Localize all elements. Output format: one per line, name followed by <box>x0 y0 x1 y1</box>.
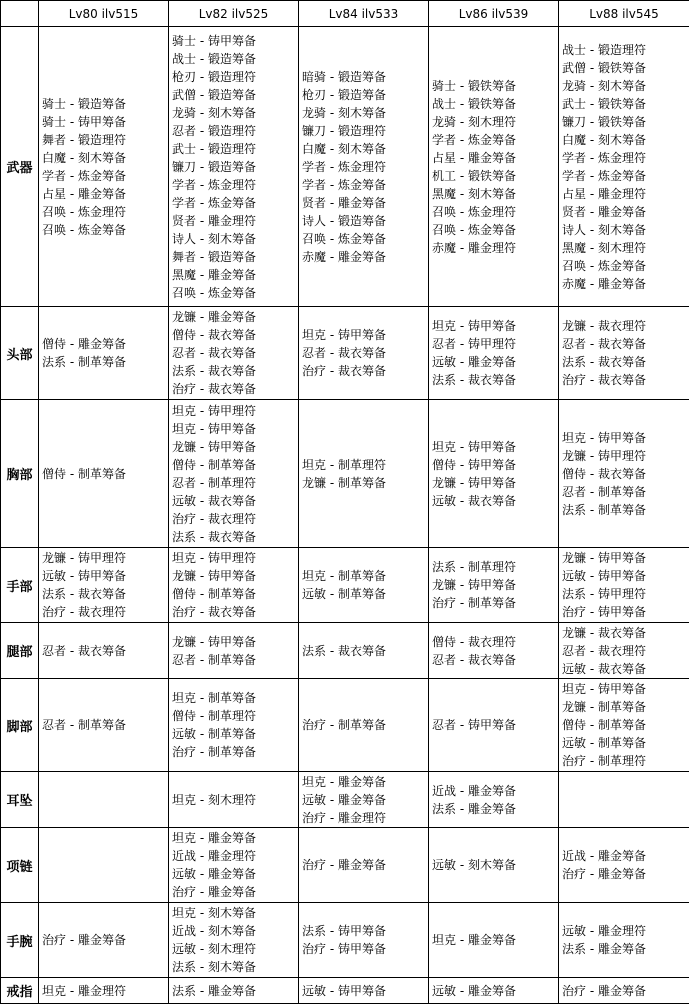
table-row <box>1 548 689 623</box>
table-row <box>1 772 689 828</box>
cell-entry: 占星 - 雕金筹备 <box>432 149 558 167</box>
cell-entry: 治疗 - 制革筹备 <box>432 594 558 612</box>
cell-entry: 召唤 - 炼金筹备 <box>172 284 298 302</box>
cell-entry: 忍者 - 锻造理符 <box>172 122 298 140</box>
cell-entry: 僧侍 - 裁衣理符 <box>432 633 558 651</box>
cell-entry: 治疗 - 雕金筹备 <box>302 856 428 874</box>
table-cell <box>169 772 299 828</box>
corner-header <box>1 1 39 27</box>
cell-entry: 龙镰 - 制革筹备 <box>562 698 689 716</box>
slot-label: 头部 <box>1 307 39 400</box>
table-cell <box>429 548 559 623</box>
table-cell <box>559 400 689 548</box>
table-row <box>1 679 689 772</box>
cell-entry: 僧侍 - 雕金筹备 <box>42 335 168 353</box>
table-cell <box>299 623 429 679</box>
cell-entry: 远敏 - 裁衣筹备 <box>562 660 689 678</box>
cell-entry: 忍者 - 制革筹备 <box>172 651 298 669</box>
cell-entry: 坦克 - 铸甲筹备 <box>562 429 689 447</box>
cell-entry: 法系 - 雕金筹备 <box>172 982 298 1000</box>
cell-entry: 龙镰 - 铸甲筹备 <box>432 474 558 492</box>
cell-entry: 近战 - 雕金筹备 <box>432 782 558 800</box>
table-cell <box>299 828 429 903</box>
table-cell <box>559 307 689 400</box>
level-header: Lv84 ilv533 <box>299 1 429 27</box>
table-cell <box>39 903 169 978</box>
cell-entry: 治疗 - 制革筹备 <box>302 716 428 734</box>
cell-entry: 学者 - 炼金理符 <box>172 176 298 194</box>
cell-entry: 法系 - 裁衣筹备 <box>562 353 689 371</box>
cell-entry: 远敏 - 雕金理符 <box>562 922 689 940</box>
cell-entry: 召唤 - 炼金筹备 <box>302 230 428 248</box>
cell-entry: 坦克 - 刻木筹备 <box>172 904 298 922</box>
cell-entry: 舞者 - 锻造理符 <box>42 131 168 149</box>
cell-entry: 贤者 - 雕金筹备 <box>302 194 428 212</box>
cell-entry: 赤魔 - 雕金筹备 <box>302 248 428 266</box>
cell-entry: 武士 - 锻造理符 <box>172 140 298 158</box>
cell-entry: 战士 - 锻造筹备 <box>172 50 298 68</box>
cell-entry: 忍者 - 裁衣筹备 <box>562 335 689 353</box>
cell-entry: 坦克 - 制革理符 <box>302 456 428 474</box>
cell-entry: 骑士 - 铸甲筹备 <box>42 113 168 131</box>
cell-entry: 武士 - 锻铁筹备 <box>562 95 689 113</box>
table-row <box>1 400 689 548</box>
cell-entry: 龙镰 - 制革筹备 <box>302 474 428 492</box>
cell-entry: 骑士 - 锻造筹备 <box>42 95 168 113</box>
table-cell <box>559 772 689 828</box>
cell-entry: 法系 - 铸甲筹备 <box>302 922 428 940</box>
cell-entry: 占星 - 雕金理符 <box>562 185 689 203</box>
cell-entry: 赤魔 - 雕金筹备 <box>562 275 689 293</box>
cell-entry: 法系 - 制革筹备 <box>42 353 168 371</box>
cell-entry: 忍者 - 裁衣筹备 <box>302 344 428 362</box>
cell-entry: 治疗 - 裁衣理符 <box>42 603 168 621</box>
slot-label: 戒指 <box>1 978 39 1004</box>
cell-entry: 坦克 - 铸甲理符 <box>172 549 298 567</box>
level-header: Lv86 ilv539 <box>429 1 559 27</box>
cell-entry: 镰刀 - 锻铁筹备 <box>562 113 689 131</box>
cell-entry: 治疗 - 裁衣筹备 <box>172 603 298 621</box>
cell-entry: 坦克 - 铸甲筹备 <box>432 317 558 335</box>
cell-entry: 坦克 - 铸甲筹备 <box>172 420 298 438</box>
table-cell <box>169 828 299 903</box>
cell-entry: 治疗 - 裁衣筹备 <box>172 380 298 398</box>
cell-entry: 法系 - 铸甲理符 <box>562 585 689 603</box>
table-cell <box>429 679 559 772</box>
cell-entry: 骑士 - 锻铁筹备 <box>432 77 558 95</box>
table-row <box>1 307 689 400</box>
cell-entry: 远敏 - 制革筹备 <box>562 734 689 752</box>
table-cell <box>429 772 559 828</box>
cell-entry: 武僧 - 锻铁筹备 <box>562 59 689 77</box>
cell-entry: 法系 - 裁衣筹备 <box>172 528 298 546</box>
cell-entry: 治疗 - 雕金理符 <box>302 809 428 827</box>
cell-entry: 武僧 - 锻造筹备 <box>172 86 298 104</box>
cell-entry: 坦克 - 雕金筹备 <box>302 773 428 791</box>
slot-label: 脚部 <box>1 679 39 772</box>
table-cell <box>299 679 429 772</box>
cell-entry: 坦克 - 制革筹备 <box>302 567 428 585</box>
cell-entry: 黑魔 - 刻木理符 <box>562 239 689 257</box>
cell-entry: 龙镰 - 裁衣筹备 <box>562 624 689 642</box>
slot-label: 胸部 <box>1 400 39 548</box>
cell-entry: 治疗 - 铸甲筹备 <box>302 940 428 958</box>
cell-entry: 白魔 - 刻木筹备 <box>42 149 168 167</box>
level-header: Lv80 ilv515 <box>39 1 169 27</box>
cell-entry: 赤魔 - 雕金理符 <box>432 239 558 257</box>
cell-entry: 召唤 - 炼金筹备 <box>562 257 689 275</box>
table-cell <box>169 903 299 978</box>
table-cell <box>169 307 299 400</box>
cell-entry: 坦克 - 雕金筹备 <box>432 931 558 949</box>
cell-entry: 远敏 - 制革筹备 <box>172 725 298 743</box>
table-cell <box>429 307 559 400</box>
cell-entry: 法系 - 刻木筹备 <box>172 958 298 976</box>
slot-label: 项链 <box>1 828 39 903</box>
cell-entry: 贤者 - 雕金理符 <box>172 212 298 230</box>
cell-entry: 枪刃 - 锻造筹备 <box>302 86 428 104</box>
cell-entry: 治疗 - 裁衣筹备 <box>302 362 428 380</box>
cell-entry: 坦克 - 铸甲筹备 <box>302 326 428 344</box>
cell-entry: 僧侍 - 铸甲筹备 <box>432 456 558 474</box>
table-cell <box>559 27 689 307</box>
table-cell <box>39 27 169 307</box>
cell-entry: 龙镰 - 铸甲理符 <box>562 447 689 465</box>
table-cell <box>559 679 689 772</box>
table-cell <box>299 307 429 400</box>
cell-entry: 龙骑 - 刻木理符 <box>432 113 558 131</box>
table-cell <box>169 27 299 307</box>
header-row <box>1 1 689 27</box>
cell-entry: 学者 - 炼金筹备 <box>172 194 298 212</box>
cell-entry: 黑魔 - 雕金筹备 <box>172 266 298 284</box>
cell-entry: 近战 - 雕金筹备 <box>562 847 689 865</box>
level-header: Lv82 ilv525 <box>169 1 299 27</box>
cell-entry: 远敏 - 制革筹备 <box>302 585 428 603</box>
cell-entry: 坦克 - 铸甲理符 <box>172 402 298 420</box>
cell-entry: 龙镰 - 铸甲筹备 <box>172 567 298 585</box>
cell-entry: 诗人 - 锻造筹备 <box>302 212 428 230</box>
slot-label: 耳坠 <box>1 772 39 828</box>
cell-entry: 忍者 - 制革理符 <box>172 474 298 492</box>
cell-entry: 治疗 - 制革理符 <box>562 752 689 770</box>
cell-entry: 治疗 - 雕金筹备 <box>562 865 689 883</box>
cell-entry: 僧侍 - 制革筹备 <box>562 716 689 734</box>
cell-entry: 远敏 - 雕金筹备 <box>432 353 558 371</box>
cell-entry: 舞者 - 锻造筹备 <box>172 248 298 266</box>
cell-entry: 诗人 - 刻木筹备 <box>562 221 689 239</box>
table-row <box>1 978 689 1004</box>
table-row <box>1 27 689 307</box>
table-cell <box>39 548 169 623</box>
table-cell <box>429 400 559 548</box>
table-cell <box>559 623 689 679</box>
table-cell <box>299 978 429 1004</box>
table-row <box>1 623 689 679</box>
cell-entry: 忍者 - 裁衣筹备 <box>42 642 168 660</box>
cell-entry: 枪刃 - 锻造理符 <box>172 68 298 86</box>
table-cell <box>429 903 559 978</box>
table-cell <box>299 27 429 307</box>
cell-entry: 忍者 - 裁衣筹备 <box>432 651 558 669</box>
table-cell <box>559 548 689 623</box>
cell-entry: 治疗 - 雕金筹备 <box>42 931 168 949</box>
cell-entry: 僧侍 - 裁衣筹备 <box>562 465 689 483</box>
table-cell <box>39 679 169 772</box>
table-cell <box>429 978 559 1004</box>
table-cell <box>429 828 559 903</box>
table-cell <box>169 978 299 1004</box>
cell-entry: 法系 - 裁衣筹备 <box>432 371 558 389</box>
cell-entry: 治疗 - 铸甲筹备 <box>562 603 689 621</box>
cell-entry: 诗人 - 刻木筹备 <box>172 230 298 248</box>
cell-entry: 学者 - 炼金筹备 <box>432 131 558 149</box>
table-row <box>1 903 689 978</box>
cell-entry: 镰刀 - 锻造理符 <box>302 122 428 140</box>
table-cell <box>559 978 689 1004</box>
table-cell <box>39 307 169 400</box>
cell-entry: 法系 - 雕金筹备 <box>432 800 558 818</box>
cell-entry: 忍者 - 裁衣理符 <box>562 642 689 660</box>
cell-entry: 坦克 - 制革筹备 <box>172 689 298 707</box>
cell-entry: 远敏 - 裁衣筹备 <box>172 492 298 510</box>
cell-entry: 召唤 - 炼金筹备 <box>42 221 168 239</box>
cell-entry: 远敏 - 裁衣筹备 <box>432 492 558 510</box>
cell-entry: 龙镰 - 雕金筹备 <box>172 308 298 326</box>
cell-entry: 法系 - 裁衣筹备 <box>42 585 168 603</box>
cell-entry: 龙镰 - 裁衣理符 <box>562 317 689 335</box>
cell-entry: 骑士 - 铸甲筹备 <box>172 32 298 50</box>
cell-entry: 龙镰 - 铸甲理符 <box>42 549 168 567</box>
cell-entry: 占星 - 雕金筹备 <box>42 185 168 203</box>
slot-label: 腿部 <box>1 623 39 679</box>
cell-entry: 法系 - 制革筹备 <box>562 501 689 519</box>
cell-entry: 龙镰 - 铸甲筹备 <box>172 438 298 456</box>
cell-entry: 龙骑 - 刻木筹备 <box>302 104 428 122</box>
cell-entry: 远敏 - 刻木筹备 <box>432 856 558 874</box>
table-cell <box>39 828 169 903</box>
table-cell <box>39 400 169 548</box>
cell-entry: 贤者 - 雕金筹备 <box>562 203 689 221</box>
cell-entry: 战士 - 锻造理符 <box>562 41 689 59</box>
table-cell <box>169 679 299 772</box>
cell-entry: 治疗 - 制革筹备 <box>172 743 298 761</box>
cell-entry: 学者 - 炼金筹备 <box>42 167 168 185</box>
cell-entry: 战士 - 锻铁筹备 <box>432 95 558 113</box>
cell-entry: 僧侍 - 制革筹备 <box>42 465 168 483</box>
cell-entry: 学者 - 炼金筹备 <box>302 176 428 194</box>
cell-entry: 治疗 - 雕金筹备 <box>172 883 298 901</box>
cell-entry: 学者 - 炼金筹备 <box>562 167 689 185</box>
cell-entry: 召唤 - 炼金理符 <box>432 203 558 221</box>
table-cell <box>169 623 299 679</box>
table-cell <box>299 772 429 828</box>
table-row <box>1 828 689 903</box>
cell-entry: 远敏 - 雕金筹备 <box>432 982 558 1000</box>
cell-entry: 暗骑 - 锻造筹备 <box>302 68 428 86</box>
table-cell <box>39 772 169 828</box>
cell-entry: 学者 - 炼金理符 <box>562 149 689 167</box>
level-header: Lv88 ilv545 <box>559 1 689 27</box>
cell-entry: 僧侍 - 制革理符 <box>172 707 298 725</box>
cell-entry: 龙骑 - 刻木筹备 <box>562 77 689 95</box>
table-cell <box>39 978 169 1004</box>
cell-entry: 治疗 - 雕金筹备 <box>562 982 689 1000</box>
cell-entry: 僧侍 - 制革筹备 <box>172 456 298 474</box>
cell-entry: 黑魔 - 刻木筹备 <box>432 185 558 203</box>
cell-entry: 法系 - 雕金筹备 <box>562 940 689 958</box>
slot-label: 武器 <box>1 27 39 307</box>
cell-entry: 近战 - 雕金理符 <box>172 847 298 865</box>
cell-entry: 远敏 - 刻木理符 <box>172 940 298 958</box>
cell-entry: 法系 - 裁衣筹备 <box>302 642 428 660</box>
cell-entry: 龙镰 - 铸甲筹备 <box>432 576 558 594</box>
table-cell <box>559 903 689 978</box>
cell-entry: 远敏 - 雕金筹备 <box>172 865 298 883</box>
cell-entry: 坦克 - 铸甲筹备 <box>432 438 558 456</box>
table-cell <box>169 548 299 623</box>
slot-label: 手部 <box>1 548 39 623</box>
table-cell <box>169 400 299 548</box>
cell-entry: 坦克 - 雕金筹备 <box>172 829 298 847</box>
cell-entry: 忍者 - 铸甲理符 <box>432 335 558 353</box>
cell-entry: 远敏 - 铸甲筹备 <box>562 567 689 585</box>
cell-entry: 法系 - 制革理符 <box>432 558 558 576</box>
cell-entry: 近战 - 刻木筹备 <box>172 922 298 940</box>
cell-entry: 法系 - 裁衣筹备 <box>172 362 298 380</box>
cell-entry: 镰刀 - 锻造筹备 <box>172 158 298 176</box>
cell-entry: 远敏 - 雕金筹备 <box>302 791 428 809</box>
cell-entry: 治疗 - 裁衣理符 <box>172 510 298 528</box>
cell-entry: 治疗 - 裁衣筹备 <box>562 371 689 389</box>
cell-entry: 白魔 - 刻木筹备 <box>302 140 428 158</box>
cell-entry: 忍者 - 裁衣筹备 <box>172 344 298 362</box>
table-cell <box>299 548 429 623</box>
cell-entry: 远敏 - 铸甲筹备 <box>42 567 168 585</box>
cell-entry: 召唤 - 炼金理符 <box>42 203 168 221</box>
table-cell <box>299 400 429 548</box>
cell-entry: 学者 - 炼金理符 <box>302 158 428 176</box>
cell-entry: 坦克 - 刻木理符 <box>172 791 298 809</box>
cell-entry: 白魔 - 刻木筹备 <box>562 131 689 149</box>
table-cell <box>559 828 689 903</box>
cell-entry: 召唤 - 炼金筹备 <box>432 221 558 239</box>
table-cell <box>429 27 559 307</box>
table-cell <box>299 903 429 978</box>
cell-entry: 机工 - 锻铁筹备 <box>432 167 558 185</box>
cell-entry: 龙骑 - 刻木筹备 <box>172 104 298 122</box>
cell-entry: 远敏 - 铸甲筹备 <box>302 982 428 1000</box>
cell-entry: 坦克 - 铸甲筹备 <box>562 680 689 698</box>
cell-entry: 坦克 - 雕金理符 <box>42 982 168 1000</box>
cell-entry: 忍者 - 制革筹备 <box>42 716 168 734</box>
cell-entry: 僧侍 - 裁衣筹备 <box>172 326 298 344</box>
table-cell <box>39 623 169 679</box>
cell-entry: 龙镰 - 铸甲筹备 <box>172 633 298 651</box>
cell-entry: 龙镰 - 铸甲筹备 <box>562 549 689 567</box>
cell-entry: 忍者 - 铸甲筹备 <box>432 716 558 734</box>
cell-entry: 僧侍 - 制革筹备 <box>172 585 298 603</box>
cell-entry: 忍者 - 制革筹备 <box>562 483 689 501</box>
table-cell <box>429 623 559 679</box>
slot-label: 手腕 <box>1 903 39 978</box>
